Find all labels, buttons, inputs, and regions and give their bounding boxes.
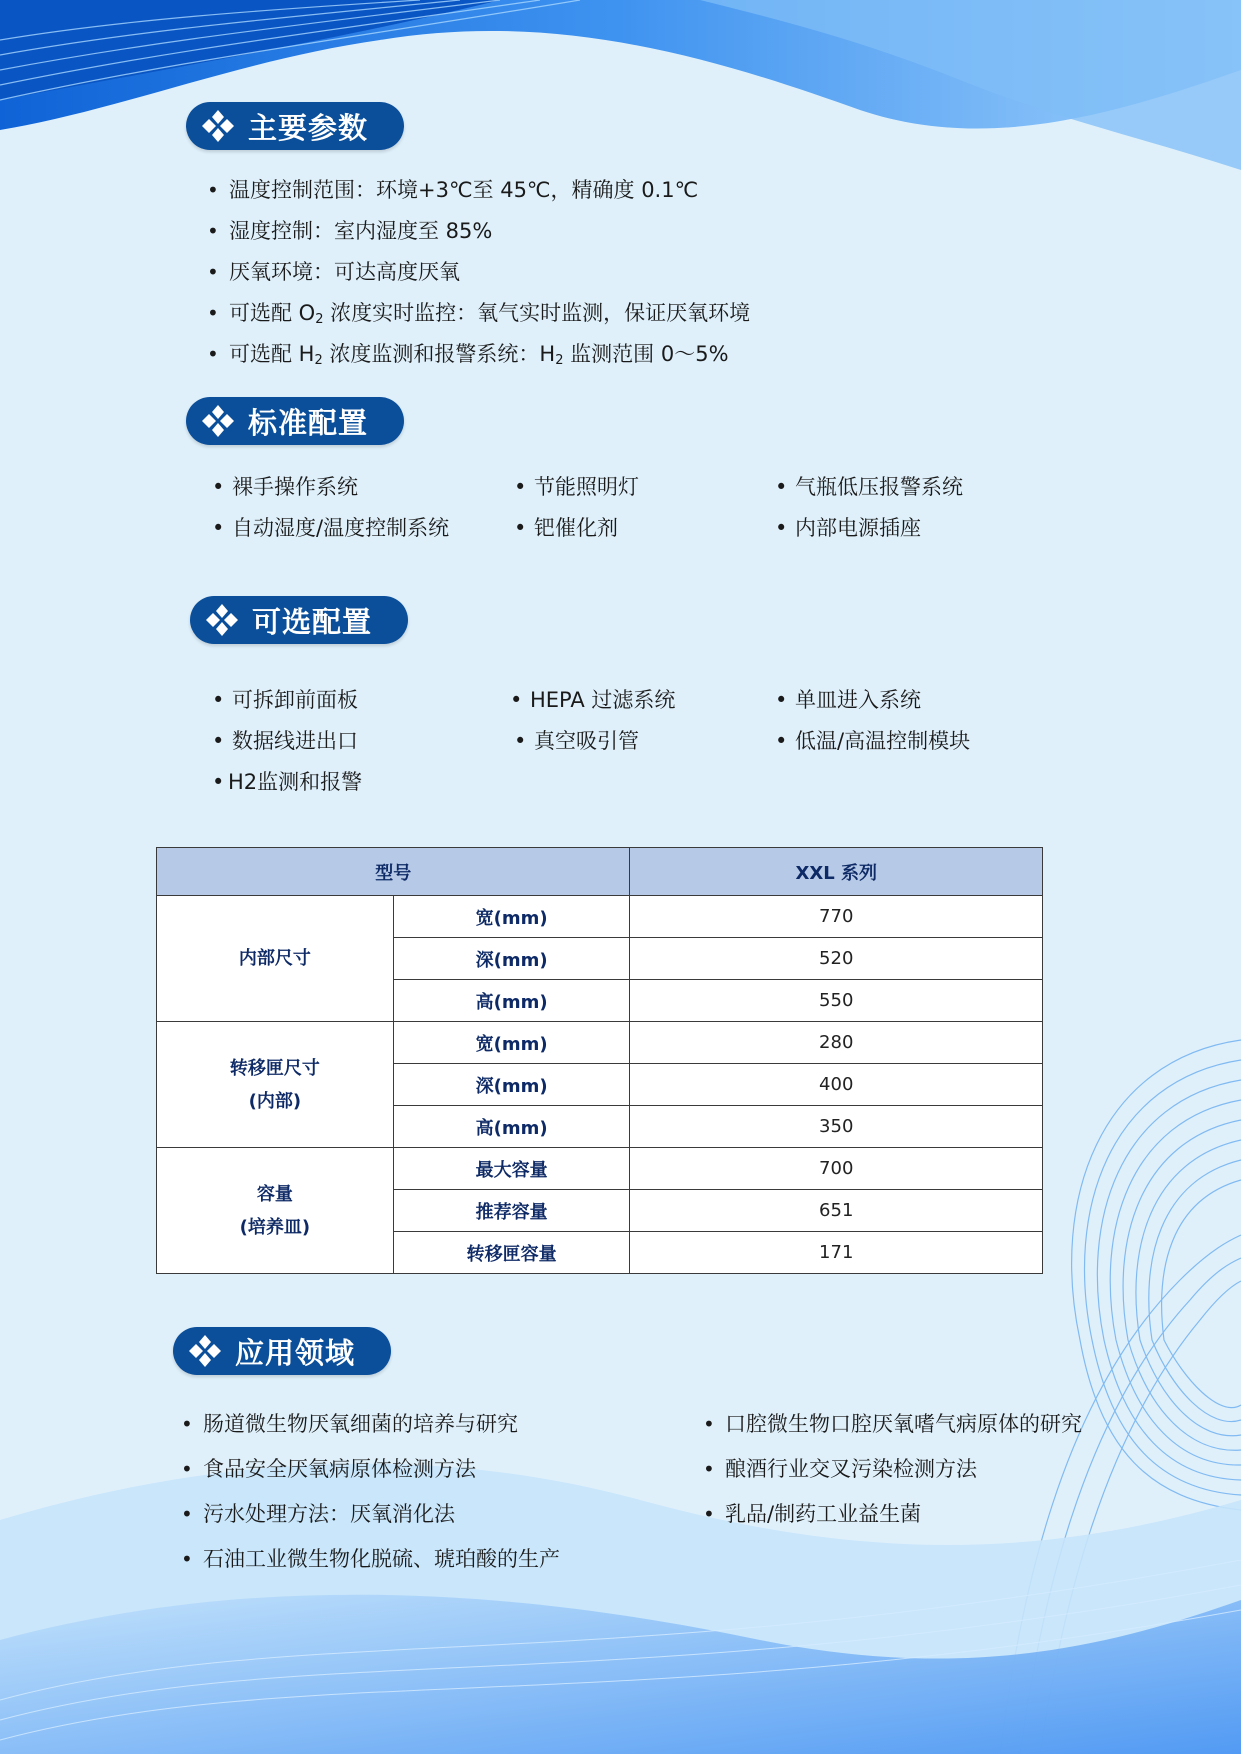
list-item: • 低温/高温控制模块 bbox=[775, 721, 970, 762]
group-internal-dimensions: 内部尺寸 bbox=[157, 896, 394, 1022]
diamond-cluster-icon bbox=[204, 602, 240, 638]
main-params-list bbox=[207, 170, 750, 375]
table-header-series: XXL 系列 bbox=[630, 848, 1043, 896]
list-item: • 自动湿度/温度控制系统 bbox=[212, 508, 449, 549]
list-item: • 真空吸引管 bbox=[514, 721, 639, 762]
list-item: • 污水处理方法：厌氧消化法 bbox=[181, 1492, 560, 1537]
row-value: 520 bbox=[630, 938, 1043, 980]
section-header-applications bbox=[173, 1327, 391, 1375]
list-item: • 石油工业微生物化脱硫、琥珀酸的生产 bbox=[181, 1537, 560, 1582]
list-item: • 湿度控制：室内湿度至 85% bbox=[207, 211, 750, 252]
list-item: • 酿酒行业交叉污染检测方法 bbox=[703, 1447, 1082, 1492]
row-value: 350 bbox=[630, 1106, 1043, 1148]
list-item: • 数据线进出口 bbox=[212, 721, 358, 762]
row-value: 770 bbox=[630, 896, 1043, 938]
table-row bbox=[157, 1022, 1043, 1064]
list-item: • H2监测和报警 bbox=[212, 762, 362, 803]
section-header-main-params bbox=[186, 102, 404, 150]
list-item: • 可拆卸前面板 bbox=[212, 680, 358, 721]
section-title: 标准配置 bbox=[248, 405, 369, 440]
row-label: 深(mm) bbox=[393, 938, 630, 980]
applications-right-list bbox=[703, 1402, 1082, 1537]
applications-left-list bbox=[181, 1402, 560, 1582]
row-label: 推荐容量 bbox=[393, 1190, 630, 1232]
list-item: • HEPA 过滤系统 bbox=[510, 680, 675, 721]
row-value: 400 bbox=[630, 1064, 1043, 1106]
spec-table bbox=[156, 847, 1043, 1274]
table-header-row bbox=[157, 848, 1043, 896]
row-value: 280 bbox=[630, 1022, 1043, 1064]
list-item: • 气瓶低压报警系统 bbox=[775, 467, 963, 508]
section-title: 主要参数 bbox=[248, 110, 369, 145]
diamond-cluster-icon bbox=[187, 1333, 223, 1369]
section-header-standard-config bbox=[186, 397, 404, 445]
list-item: • 口腔微生物口腔厌氧嗜气病原体的研究 bbox=[703, 1402, 1082, 1447]
table-row bbox=[157, 1148, 1043, 1190]
row-label: 高(mm) bbox=[393, 980, 630, 1022]
list-item: • 肠道微生物厌氧细菌的培养与研究 bbox=[181, 1402, 560, 1447]
row-value: 550 bbox=[630, 980, 1043, 1022]
row-label: 宽(mm) bbox=[393, 1022, 630, 1064]
list-item: • 节能照明灯 bbox=[514, 467, 639, 508]
row-value: 700 bbox=[630, 1148, 1043, 1190]
list-item: • 可选配 $O_2$ 浓度实时监控：氧气实时监测，保证厌氧环境 bbox=[207, 293, 750, 334]
table-row bbox=[157, 896, 1043, 938]
section-title: 可选配置 bbox=[252, 604, 373, 639]
group-capacity: 容量 (培养皿) bbox=[157, 1148, 394, 1274]
row-label: 深(mm) bbox=[393, 1064, 630, 1106]
section-title: 应用领域 bbox=[235, 1335, 356, 1370]
diamond-cluster-icon bbox=[200, 108, 236, 144]
row-value: 651 bbox=[630, 1190, 1043, 1232]
list-item: • 裸手操作系统 bbox=[212, 467, 358, 508]
section-header-optional-config bbox=[190, 596, 408, 644]
row-label: 最大容量 bbox=[393, 1148, 630, 1190]
list-item: • 食品安全厌氧病原体检测方法 bbox=[181, 1447, 560, 1492]
row-label: 宽(mm) bbox=[393, 896, 630, 938]
list-item: • 单皿进入系统 bbox=[775, 680, 921, 721]
table-header-model: 型号 bbox=[157, 848, 630, 896]
list-item: • 厌氧环境：可达高度厌氧 bbox=[207, 252, 750, 293]
list-item: • 可选配 $H_2$ 浓度监测和报警系统：$H_2$ 监测范围 0～5% bbox=[207, 334, 750, 375]
list-item: • 内部电源插座 bbox=[775, 508, 921, 549]
row-label: 高(mm) bbox=[393, 1106, 630, 1148]
row-value: 171 bbox=[630, 1232, 1043, 1274]
row-label: 转移匣容量 bbox=[393, 1232, 630, 1274]
diamond-cluster-icon bbox=[200, 403, 236, 439]
list-item: • 乳品/制药工业益生菌 bbox=[703, 1492, 1082, 1537]
list-item: • 温度控制范围：环境+3℃至 45℃，精确度 0.1℃ bbox=[207, 170, 750, 211]
list-item: • 钯催化剂 bbox=[514, 508, 618, 549]
group-transfer-chamber: 转移匣尺寸 (内部) bbox=[157, 1022, 394, 1148]
